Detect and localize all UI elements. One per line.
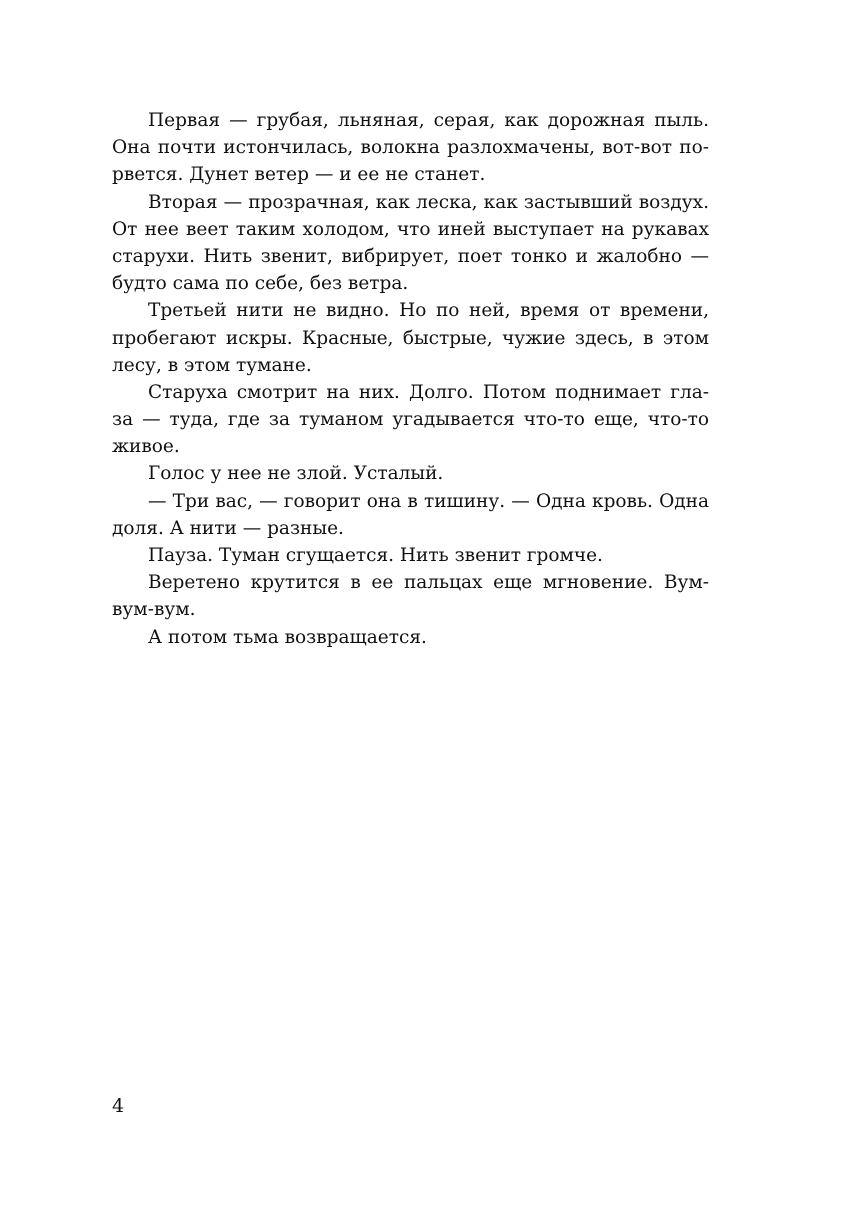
text-line: вум-вум. — [112, 599, 196, 621]
text-line: От нее веет таким холодом, что иней выступает на рукавах — [112, 218, 709, 240]
text-line: рвется. Дунет ветер — и ее не станет. — [112, 164, 486, 186]
text-line: Веретено крутится в ее пальцах еще мгновение. Вум- — [148, 572, 709, 594]
text-line: старухи. Нить звенит, вибрирует, поет тонко и жалобно — — [112, 245, 709, 267]
paragraph — [112, 488, 709, 542]
paragraph — [112, 107, 709, 189]
page-number: 4 — [112, 1095, 125, 1117]
paragraph — [112, 542, 709, 569]
text-line: — Три вас, — говорит она в тишину. — Одна кровь. Одна — [148, 490, 709, 512]
text-line: за — туда, где за туманом угадывается что-то еще, что-то — [112, 409, 709, 431]
text-line: Она почти истончилась, волокна разлохмачены, вот-вот по- — [112, 137, 709, 159]
text-line: Голос у нее не злой. Усталый. — [148, 463, 444, 485]
paragraph — [112, 189, 709, 298]
text-line: Третьей нити не видно. Но по ней, время от времени, — [148, 300, 709, 322]
paragraph — [112, 460, 709, 487]
text-line: Первая — грубая, льняная, серая, как дорожная пыль. — [148, 110, 709, 131]
paragraph — [112, 624, 709, 651]
text-line: живое. — [112, 436, 180, 458]
text-line: будто сама по себе, без ветра. — [112, 273, 409, 295]
paragraph — [112, 379, 709, 461]
paragraph — [112, 297, 709, 379]
paragraph — [112, 569, 709, 623]
text-line: А потом тьма возвращается. — [148, 626, 427, 648]
text-line: Пауза. Туман сгущается. Нить звенит громче. — [148, 545, 603, 566]
body-text — [112, 107, 709, 651]
text-line: доля. А нити — разные. — [112, 517, 344, 539]
text-line: Вторая — прозрачная, как леска, как застывший воздух. — [148, 191, 709, 213]
text-line: лесу, в этом тумане. — [112, 354, 312, 376]
text-line: пробегают искры. Красные, быстрые, чужие здесь, в этом — [112, 327, 709, 349]
text-line: Старуха смотрит на них. Долго. Потом поднимает гла- — [148, 381, 709, 403]
